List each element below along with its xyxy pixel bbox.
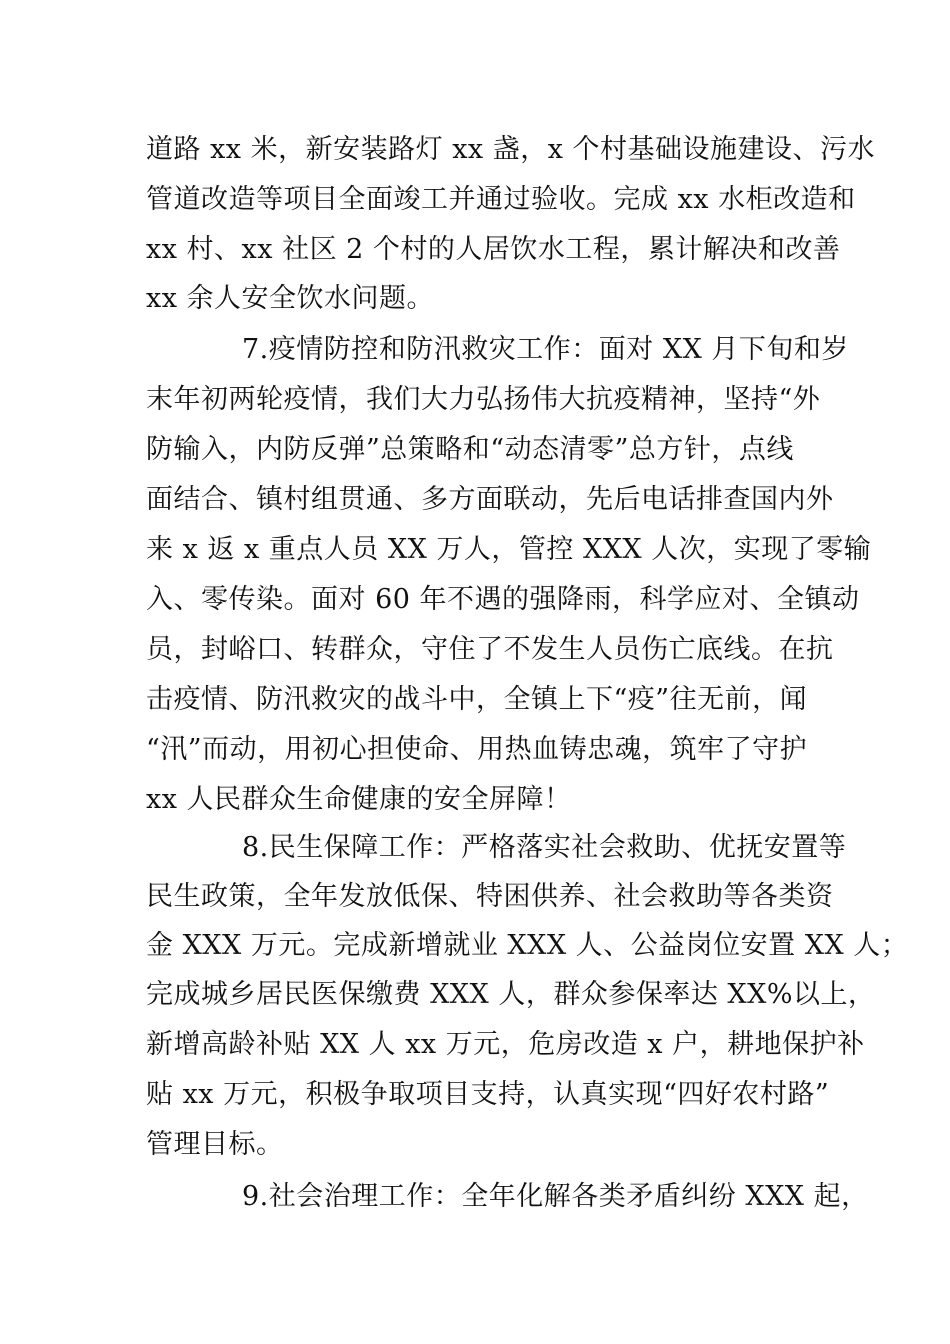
text-line: 员，封峪口、转群众，守住了不发生人员伤亡底线。在抗 [146,634,834,665]
text-line: 末年初两轮疫情，我们大力弘扬伟大抗疫精神，坚持“外 [146,384,821,415]
text-line: xx 余人安全饮水问题。 [146,283,435,314]
text-line: xx 人民群众生命健康的安全屏障！ [146,784,572,815]
text-line: 击疫情、防汛救灾的战斗中，全镇上下“疫”往无前，闻 [146,684,808,715]
text-line: 民生政策，全年发放低保、特困供养、社会救助等各类资 [146,881,834,912]
text-line: 来 x 返 x 重点人员 XX 万人，管控 XXX 人次，实现了零输 [146,534,872,565]
text-line: 面结合、镇村组贯通、多方面联动，先后电话排查国内外 [146,484,834,515]
text-line: 贴 xx 万元，积极争取项目支持，认真实现“四好农村路” [146,1079,830,1110]
text-line: 新增高龄补贴 XX 人 xx 万元，危房改造 x 户，耕地保护补 [146,1029,865,1060]
text-line: 管理目标。 [146,1129,284,1160]
text-line: 完成城乡居民医保缴费 XXX 人，群众参保率达 XX%以上， [146,979,876,1010]
text-line: 金 XXX 万元。完成新增就业 XXX 人、公益岗位安置 XX 人； [146,930,909,961]
paragraph-9-start: 9.社会治理工作：全年化解各类矛盾纠纷 XXX 起， [242,1181,869,1212]
text-line: “汛”而动，用初心担使命、用热血铸忠魂，筑牢了守护 [146,734,808,765]
text-line: 防输入，内防反弹”总策略和“动态清零”总方针，点线 [146,434,794,465]
text-line: 入、零传染。面对 60 年不遇的强降雨，科学应对、全镇动 [146,584,860,615]
text-line: xx 村、xx 社区 2 个村的人居饮水工程，累计解决和改善 [146,234,841,265]
paragraph-7-start: 7.疫情防控和防汛救灾工作：面对 XX 月下旬和岁 [242,334,849,365]
text-line: 道路 xx 米，新安装路灯 xx 盏，x 个村基础设施建设、污水 [146,134,876,165]
paragraph-8-start: 8.民生保障工作：严格落实社会救助、优抚安置等 [242,832,847,863]
text-line: 管道改造等项目全面竣工并通过验收。完成 xx 水柜改造和 [146,184,856,215]
